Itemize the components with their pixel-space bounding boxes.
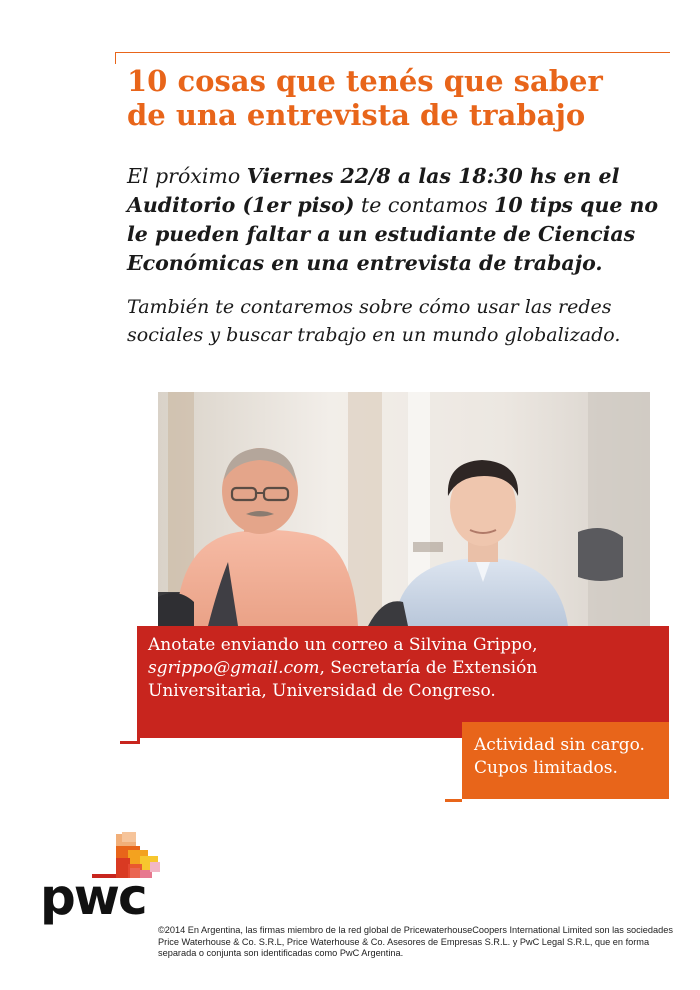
headline-line-2: de una entrevista de trabajo (127, 98, 586, 132)
contact-email-link[interactable]: sgrippo@gmail.com (148, 658, 320, 678)
registration-line-2 (148, 657, 659, 680)
top-rule-tick (115, 52, 116, 64)
intro-text: El próximo (127, 164, 247, 188)
pwc-logo: pwc (40, 868, 146, 926)
registration-line-3: Universitaria, Universidad de Congreso. (148, 681, 496, 701)
copyright-notice: ©2014 En Argentina, las firmas miembro de la red global de PricewaterhouseCoopers International Limited son las sociedades Price Waterhouse & Co. S.R.L, Price Waterhouse & Co. Asesores de Empresas S.R.L. y PwC Legal S.R.L, que en forma separada o conjunta son identificadas como PwC Argentina. (158, 925, 673, 958)
event-date-time: Viernes 22/8 a las 18:30 hs en el (246, 164, 620, 188)
intro-line-2 (127, 191, 682, 220)
headline-line-1: 10 cosas que tenés que saber (127, 64, 603, 98)
intro-line-4: Económicas en una entrevista de trabajo. (127, 251, 603, 275)
social-networks-paragraph (127, 293, 682, 349)
limited-spots-text: Cupos limitados. (474, 758, 618, 778)
social-line-2: sociales y buscar trabajo en un mundo globalizado. (127, 324, 621, 346)
registration-line-1: Anotate enviando un correo a Silvina Grippo, (148, 635, 538, 655)
office-photo (158, 392, 650, 626)
intro-text: te contamos (354, 193, 495, 217)
orange-corner-mark (445, 799, 462, 802)
headline (127, 64, 687, 132)
intro-line-1 (127, 162, 682, 191)
red-corner-tick (137, 738, 140, 744)
intro-line-3: le pueden faltar a un estudiante de Ciencias (127, 222, 636, 246)
top-rule (115, 52, 670, 53)
activity-free-text: Actividad sin cargo. (474, 735, 645, 755)
social-line-1: También te contaremos sobre cómo usar las redes (127, 296, 612, 318)
tips-highlight: 10 tips que no (494, 193, 659, 217)
red-corner-mark (120, 741, 137, 744)
two-men-photo-illustration (158, 392, 650, 626)
registration-text: , Secretaría de Extensión (319, 658, 538, 678)
event-intro (127, 162, 682, 278)
activity-info-box (462, 722, 669, 799)
event-location: Auditorio (1er piso) (127, 193, 355, 217)
